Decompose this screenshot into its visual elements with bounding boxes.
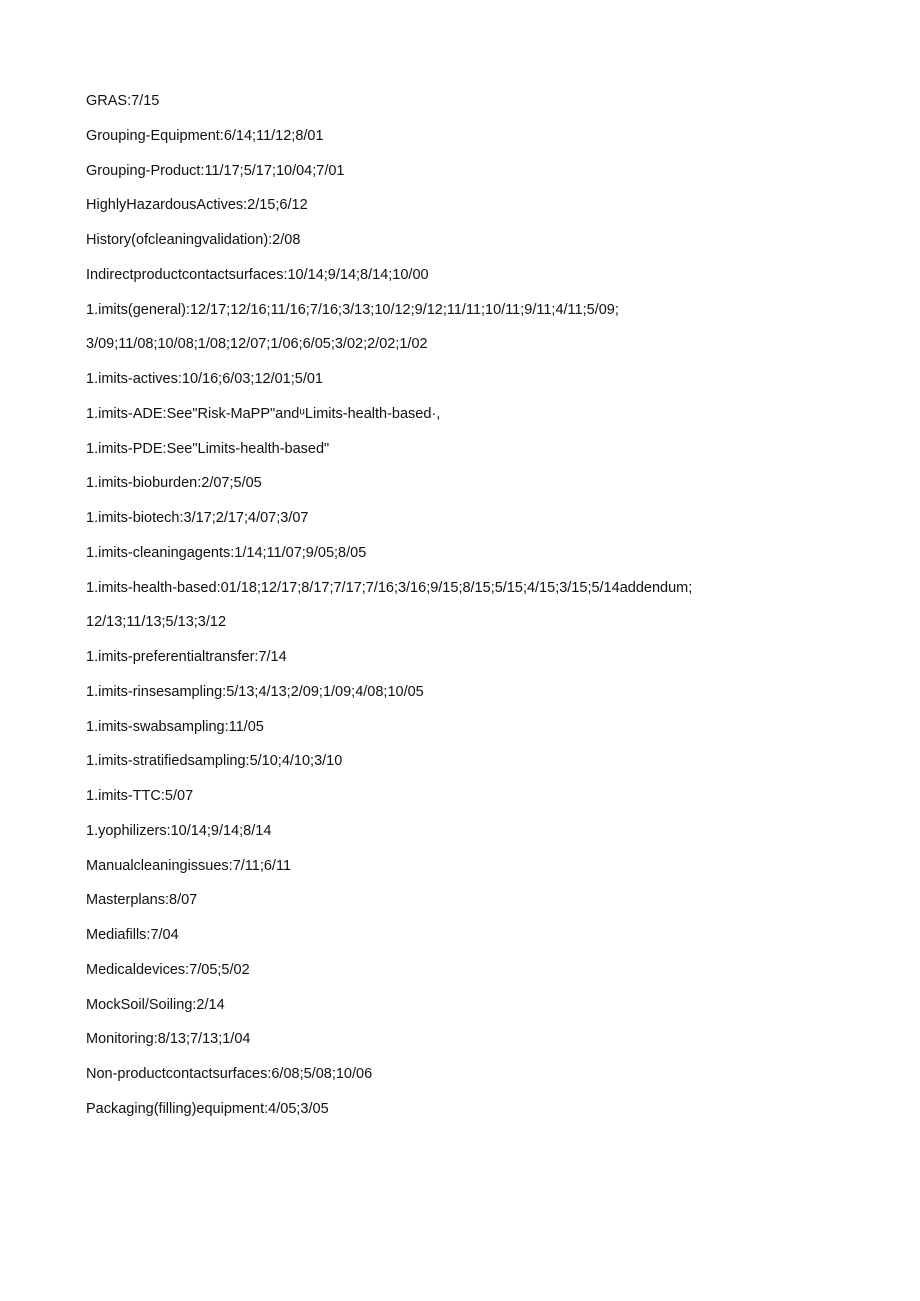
index-entry-packaging-equipment: Packaging(filling)equipment:4/05;3/05 [86, 1100, 329, 1117]
index-entry-limits-bioburden: 1.imits-bioburden:2/07;5/05 [86, 475, 262, 492]
index-entry-limits-health-based-continued: 12/13;11/13;5/13;3/12 [86, 614, 227, 631]
index-entry-limits-general-continued: 3/09;11/08;10/08;1/08;12/07;1/06;6/05;3/02;2/02;1/02 [86, 336, 428, 353]
index-entry-monitoring: Monitoring:8/13;7/13;1/04 [86, 1031, 251, 1048]
index-entry-mock-soil: MockSoil/Soiling:2/14 [86, 996, 225, 1013]
index-entry-limits-swab-sampling: 1.imits-swabsampling:11/05 [86, 718, 264, 735]
index-entry-limits-general: 1.imits(general):12/17;12/16;11/16;7/16;3/13;10/12;9/12;11/11;10/11;9/11;4/11;5/09; [86, 301, 619, 318]
index-entry-grouping-equipment: Grouping-Equipment:6/14;11/12;8/01 [86, 127, 324, 144]
index-entry-limits-ade: 1.imits-ADE:See"Risk-MaPP"andᵘLimits-health-based·, [86, 405, 441, 422]
index-entry-history: History(ofcleaningvalidation):2/08 [86, 232, 301, 248]
index-entry-limits-health-based: 1.imits-health-based:01/18;12/17;8/17;7/17;7/16;3/16;9/15;8/15;5/15;4/15;3/15;5/14addendum; [86, 579, 693, 596]
index-entry-grouping-product: Grouping-Product:11/17;5/17;10/04;7/01 [86, 162, 345, 179]
index-entry-limits-pde: 1.imits-PDE:See"Limits-health-based" [86, 440, 330, 457]
index-entry-limits-ttc: 1.imits-TTC:5/07 [86, 788, 194, 804]
index-entry-limits-cleaning-agents: 1.imits-cleaningagents:1/14;11/07;9/05;8/05 [86, 544, 367, 561]
index-entry-limits-preferential-transfer: 1.imits-preferentialtransfer:7/14 [86, 649, 287, 665]
index-entry-medical-devices: Medicaldevices:7/05;5/02 [86, 961, 250, 978]
index-entry-limits-actives: 1.imits-actives:10/16;6/03;12/01;5/01 [86, 371, 323, 387]
index-entry-non-product-contact: Non-productcontactsurfaces:6/08;5/08;10/06 [86, 1066, 373, 1082]
index-entry-gras: GRAS:7/15 [86, 93, 160, 109]
index-entry-limits-biotech: 1.imits-biotech:3/17;2/17;4/07;3/07 [86, 510, 309, 526]
index-entry-limits-rinse-sampling: 1.imits-rinsesampling:5/13;4/13;2/09;1/09;4/08;10/05 [86, 683, 424, 700]
index-entry-master-plans: Masterplans:8/07 [86, 892, 198, 909]
index-entry-manual-cleaning-issues: Manualcleaningissues:7/11;6/11 [86, 857, 292, 874]
index-entry-lyophilizers: 1.yophilizers:10/14;9/14;8/14 [86, 822, 272, 839]
index-entry-media-fills: Mediafills:7/04 [86, 927, 179, 943]
index-entry-highly-hazardous-actives: HighlyHazardousActives:2/15;6/12 [86, 197, 308, 214]
index-entry-indirect-product-contact: Indirectproductcontactsurfaces:10/14;9/14;8/14;10/00 [86, 266, 429, 283]
index-entry-limits-stratified-sampling: 1.imits-stratifiedsampling:5/10;4/10;3/10 [86, 753, 343, 770]
subject-index-list [86, 92, 886, 1135]
